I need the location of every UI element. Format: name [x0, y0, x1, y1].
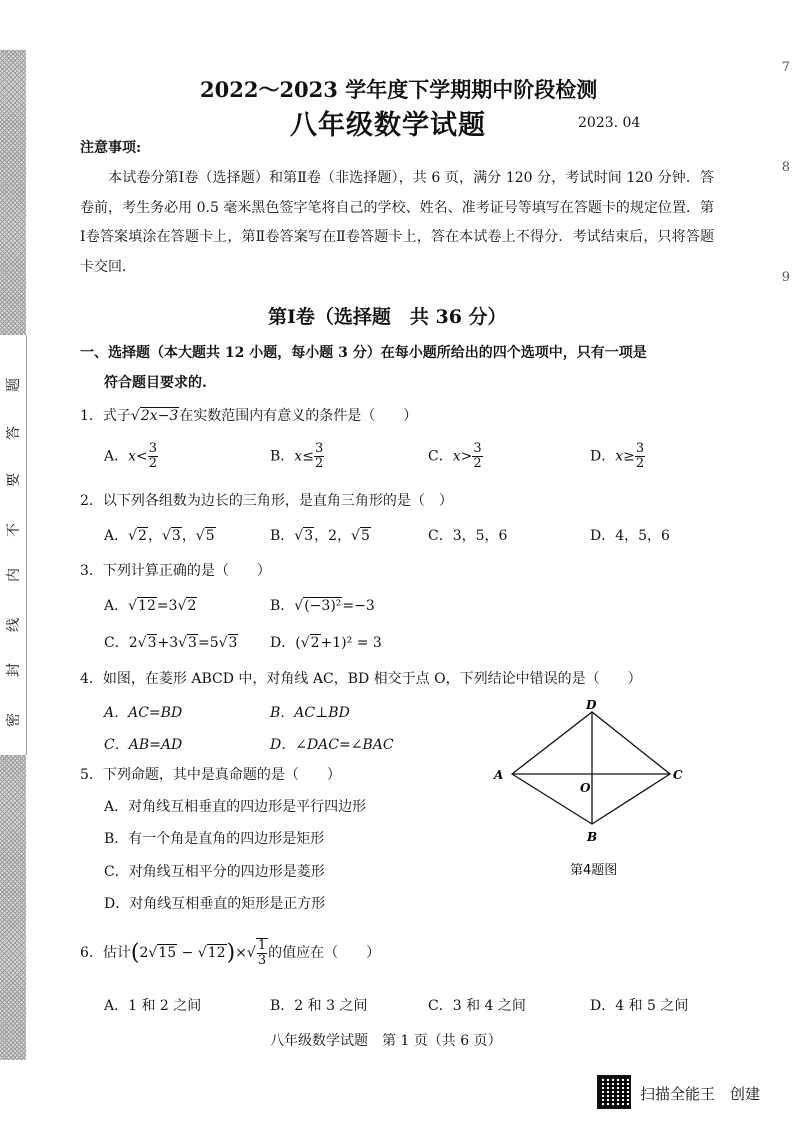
option-value: (: [295, 635, 301, 651]
rhombus-outline: [512, 712, 670, 824]
q6-option-b: B．2 和 3 之间: [270, 998, 368, 1014]
numerator: 3: [473, 441, 482, 456]
radicand: 2x−3: [140, 408, 179, 424]
option-value: +1)² = 3: [320, 635, 382, 651]
question-number: 3．: [80, 563, 103, 579]
q6-option-a: A．1 和 2 之间: [104, 998, 202, 1014]
option-value: =3: [156, 598, 178, 614]
denominator: 2: [635, 456, 645, 471]
radicand: 3: [228, 635, 238, 651]
option-label: A．: [104, 448, 129, 465]
fraction: [472, 442, 482, 471]
option-label: C．: [104, 635, 129, 651]
q6-option-c: C．3 和 4 之间: [428, 998, 526, 1014]
fraction: [256, 938, 268, 968]
question-4: [80, 668, 642, 688]
edge-mark: 9: [781, 270, 790, 285]
rhombus-figure: [480, 700, 700, 890]
q4-option-c: C．AB=AD: [104, 737, 183, 753]
denominator: 2: [473, 456, 482, 471]
q2-option-c: C．3，5，6: [428, 528, 508, 544]
q5-option-d: D．对角线互相垂直的矩形是正方形: [104, 896, 326, 912]
seal-char: 密: [6, 713, 22, 727]
option-rel: >: [460, 448, 473, 465]
numerator: 3: [635, 441, 645, 456]
radicand: 12: [207, 945, 226, 961]
section-instruction-cont: 符合题目要求的.: [104, 375, 207, 391]
q1-option-d: [590, 442, 645, 471]
radicand: (−3)²: [304, 598, 342, 614]
numerator: 3: [314, 441, 324, 456]
option-rel: ≥: [623, 448, 635, 465]
option-label: B．: [270, 448, 295, 465]
seal-char: 要: [6, 473, 22, 487]
option-var: x: [128, 448, 137, 465]
q6-option-d: D．4 和 5 之间: [590, 998, 689, 1014]
option-rel: <: [136, 448, 148, 465]
option-var: x: [452, 448, 461, 465]
radicand: 3: [188, 635, 197, 651]
seal-char: 不: [6, 523, 22, 537]
exam-date: 2023. 04: [578, 115, 641, 131]
option-var: x: [294, 448, 303, 465]
option-rel: ≤: [302, 448, 314, 465]
option-label: A．: [104, 528, 129, 544]
seal-char: 题: [6, 378, 22, 392]
radicand: 2: [187, 598, 197, 614]
denominator: 2: [314, 456, 324, 471]
fraction: [635, 442, 645, 471]
q1-option-a: [104, 442, 158, 471]
question-number: 1．: [80, 408, 103, 424]
q3-option-b: B．√(−3)²=−3: [270, 598, 375, 614]
point-o-label: O: [580, 781, 591, 795]
notice-body: [80, 164, 714, 282]
q2-option-d: D．4，5，6: [590, 528, 670, 544]
q3-option-d: D．(√2+1)² = 3: [270, 635, 382, 651]
question-1: 1．式子√2x−3在实数范围内有意义的条件是（ ）: [80, 408, 418, 424]
question-number: 6．: [80, 945, 103, 961]
section-instruction: 一、选择题（本大题共 12 小题，每小题 3 分）在每小题所给出的四个选项中，只有一项是: [80, 345, 647, 361]
question-6: 6．估计(2√15 − √12)×√ $\frac{1}{3}$ 的值应在（ ）: [80, 938, 381, 968]
question-text: 式子: [102, 408, 131, 424]
seal-char: 内: [6, 568, 22, 582]
question-text: 下列计算正确的是（ ）: [102, 563, 271, 579]
q3-option-c: C．2√3+3√3=5√3: [104, 635, 238, 651]
option-label: C．: [428, 448, 453, 465]
option-value: =5: [197, 635, 219, 651]
fraction: [148, 442, 158, 471]
q2-option-b: B．√3，2，√5: [270, 528, 370, 544]
option-value: 2: [128, 635, 138, 651]
point-d-label: D: [586, 700, 597, 712]
q4-option-a: A．AC=BD: [104, 705, 183, 721]
option-var: x: [615, 448, 624, 465]
denominator: 2: [148, 456, 158, 471]
point-c-label: C: [673, 768, 683, 782]
q1-option-c: [428, 442, 483, 471]
q1-option-b: [270, 442, 324, 471]
question-5: [80, 764, 341, 784]
option-value: 2: [328, 528, 338, 544]
question-3: [80, 560, 271, 580]
figure-caption: 第4题图: [570, 863, 618, 878]
option-label: B．: [270, 598, 295, 614]
question-text: 以下列各组数为边长的三角形，是直角三角形的是（ ）: [102, 493, 453, 509]
seal-char: 封: [6, 663, 22, 677]
radicand: 2: [310, 635, 320, 651]
q4-option-d: D．∠DAC=∠BAC: [270, 737, 394, 753]
scanner-watermark: 扫描全能王 创建: [640, 1085, 761, 1103]
notice-heading: 注意事项:: [80, 140, 142, 156]
point-b-label: B: [587, 830, 598, 844]
numerator: 3: [148, 441, 158, 456]
option-value: =−3: [342, 598, 375, 614]
option-label: D．: [590, 448, 616, 465]
option-value: +3: [157, 635, 179, 651]
question-text: 估计: [102, 945, 131, 961]
edge-mark: 8: [781, 160, 790, 175]
q5-option-a: A．对角线互相垂直的四边形是平行四边形: [104, 799, 367, 815]
exam-title: 2022～2023 学年度下学期期中阶段检测: [200, 77, 598, 102]
qr-code-icon: [597, 1075, 631, 1109]
radicand: 12: [138, 598, 156, 614]
fraction: [314, 442, 324, 471]
q2-option-a: A．√2，√3，√5: [104, 528, 215, 544]
radicand: 3: [171, 528, 181, 544]
radicand: 5: [205, 528, 215, 544]
denominator: 3: [257, 953, 267, 968]
q5-option-c: C．对角线互相平分的四边形是菱形: [104, 864, 325, 880]
question-number: 5．: [80, 767, 103, 783]
option-label: D．: [270, 635, 296, 651]
radicand: 15: [158, 945, 177, 961]
question-text: 的值应在（ ）: [268, 945, 381, 961]
page-footer: 八年级数学试题 第 1 页（共 6 页）: [270, 1033, 502, 1049]
notice-text: 本试卷分第Ⅰ卷（选择题）和第Ⅱ卷（非选择题），共 6 页，满分 120 分，考试时间 120 分钟．答卷前，考生务必用 0.5 毫米黑色签字笔将自己的学校、姓名、准考证号等填写在答题卡的规定位置．第Ⅰ卷答案填涂在答题卡上，第Ⅱ卷答案写在Ⅱ卷答题卡上，答在本试卷上不得分．考试结束后，只将答题卡交回．: [80, 170, 714, 275]
seal-char: 答: [6, 426, 22, 440]
radicand: 3: [304, 528, 314, 544]
edge-mark: 7: [781, 60, 790, 75]
point-a-label: A: [494, 768, 504, 782]
option-label: B．: [270, 528, 295, 544]
seal-char: 线: [6, 618, 22, 632]
q3-option-a: A．√12=3√2: [104, 598, 197, 614]
seal-notice-box: [0, 335, 27, 755]
option-label: A．: [104, 598, 129, 614]
question-2: [80, 490, 453, 510]
question-text: 在实数范围内有意义的条件是（ ）: [179, 408, 418, 424]
question-number: 2．: [80, 493, 103, 509]
radicand: 2: [138, 528, 147, 544]
section-title: 第Ⅰ卷（选择题 共 36 分）: [268, 306, 507, 328]
q4-option-b: B．AC⊥BD: [270, 705, 350, 721]
numerator: 1: [257, 938, 267, 953]
q5-option-b: B．有一个角是直角的四边形是矩形: [104, 831, 325, 847]
radicand: 5: [360, 528, 370, 544]
exam-subject-title: 八年级数学试题: [290, 110, 486, 141]
question-text: 如图，在菱形 ABCD 中，对角线 AC，BD 相交于点 O，下列结论中错误的是（ ）: [102, 671, 642, 687]
question-text: 下列命题，其中是真命题的是（ ）: [102, 767, 341, 783]
radicand: 3: [147, 635, 157, 651]
question-number: 4．: [80, 671, 103, 687]
